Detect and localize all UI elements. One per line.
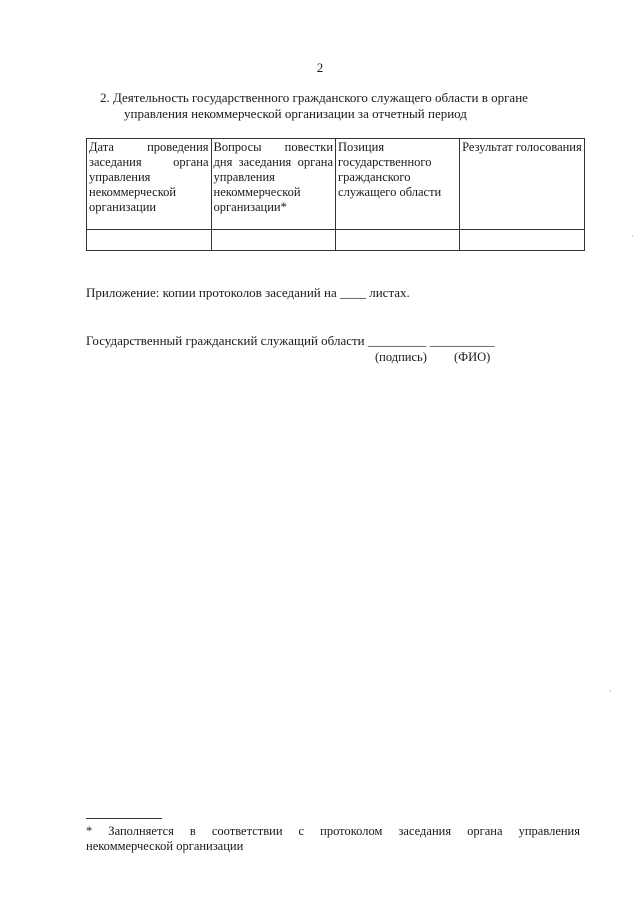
table-row bbox=[87, 230, 585, 251]
appendix-note: Приложение: копии протоколов заседаний на ____ листах. bbox=[86, 285, 410, 300]
header-agenda-items: Вопросы повестки дня заседания органа управления некоммерческой организации* bbox=[211, 139, 336, 230]
signature-captions bbox=[375, 350, 514, 365]
table-cell bbox=[87, 230, 212, 251]
page-number: 2 bbox=[316, 60, 324, 75]
table-cell bbox=[336, 230, 460, 251]
scan-speck: · bbox=[631, 232, 634, 241]
caption-full-name: (ФИО) bbox=[454, 350, 491, 364]
header-servant-position: Позиция государственного гражданского служащего области bbox=[336, 139, 460, 230]
footnote-separator bbox=[86, 818, 162, 819]
scan-speck: · bbox=[609, 687, 612, 696]
section-title-line-1: 2. Деятельность государственного гражданского служащего области в органе bbox=[100, 90, 528, 105]
table-cell bbox=[460, 230, 585, 251]
table-header-row bbox=[87, 139, 585, 230]
header-vote-result: Результат голосования bbox=[460, 139, 585, 230]
header-meeting-date: Дата проведения заседания органа управления некоммерческой организации bbox=[87, 139, 212, 230]
signature-line: Государственный гражданский служащий области _________ __________ bbox=[86, 333, 495, 348]
caption-signature: (подпись) bbox=[375, 350, 427, 364]
activity-table bbox=[86, 138, 585, 251]
section-title-line-2: управления некоммерческой организации за отчетный период bbox=[124, 106, 467, 121]
footnote-line-1: * Заполняется в соответствии с протоколом заседания органа управления bbox=[86, 824, 580, 838]
footnote bbox=[86, 824, 580, 854]
section-title bbox=[100, 90, 600, 122]
table-cell bbox=[211, 230, 336, 251]
footnote-line-2: некоммерческой организации bbox=[86, 839, 244, 853]
